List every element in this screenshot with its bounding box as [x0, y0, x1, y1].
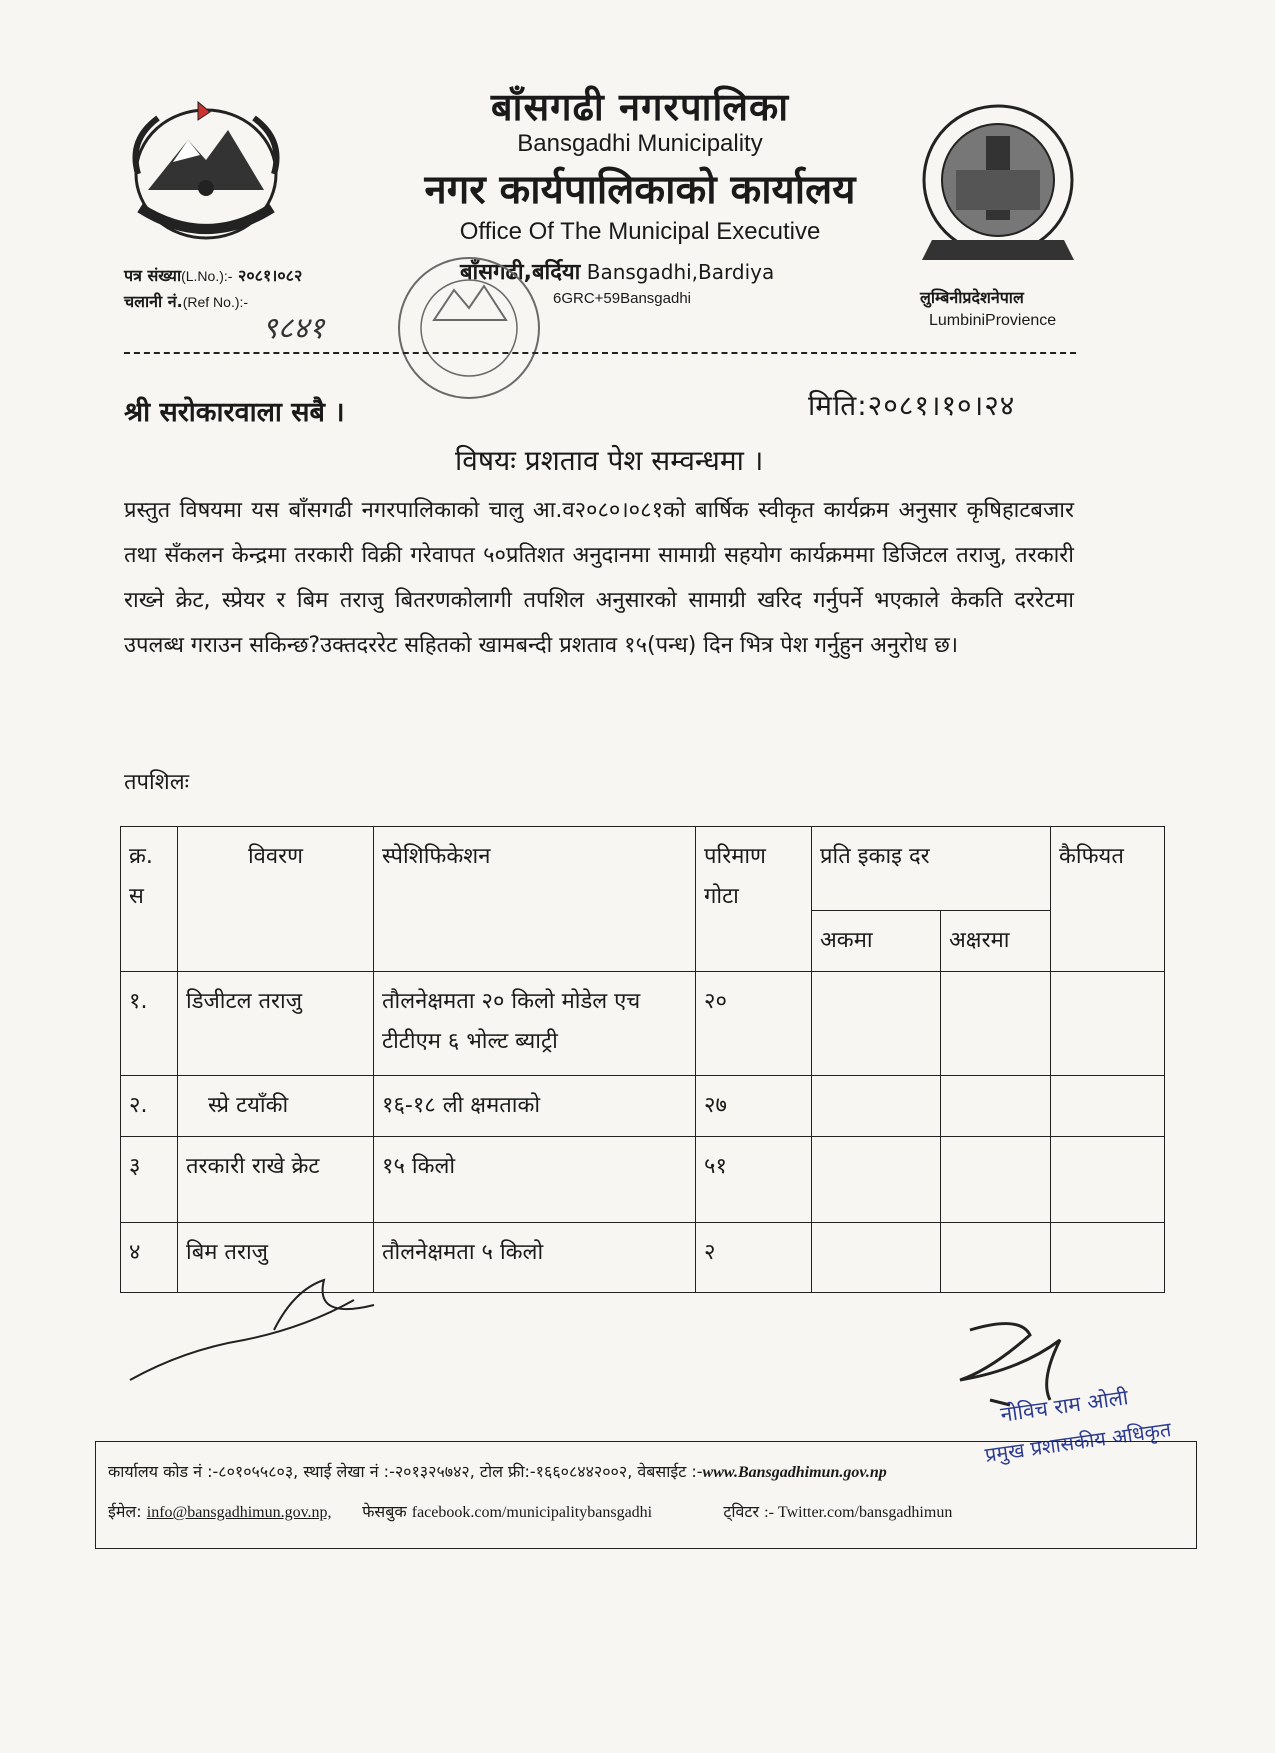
- row-spec: तौलनेक्षमता ५ किलो: [374, 1223, 696, 1293]
- table-row: [121, 1137, 1165, 1223]
- row-qty: २: [696, 1223, 812, 1293]
- header-rate-figures: अकमा: [812, 911, 941, 972]
- letter-footer: [95, 1441, 1197, 1549]
- row-rate-figures: [812, 1076, 941, 1137]
- row-rate-words: [941, 1223, 1051, 1293]
- row-sn: ३: [121, 1137, 178, 1223]
- table-row: [121, 972, 1165, 1076]
- row-item: डिजीटल तराजु: [178, 972, 374, 1076]
- row-rate-words: [941, 972, 1051, 1076]
- ln-value: २०८१।०८२: [238, 266, 303, 285]
- row-item: तरकारी राखे क्रेट: [178, 1137, 374, 1223]
- header-rate: प्रति इकाइ दर: [812, 827, 1051, 911]
- municipality-name-dev: बाँसगढी नगरपालिका: [490, 85, 790, 129]
- ref-number: [124, 290, 248, 312]
- twitter-label: ट्विटर: [723, 1502, 760, 1521]
- row-item: स्प्रे टयाँकी: [178, 1076, 374, 1137]
- row-remarks: [1051, 1137, 1165, 1223]
- row-item: बिम तराजु: [178, 1223, 374, 1293]
- email-label: ईमेल:: [108, 1502, 142, 1521]
- letter-number: [124, 264, 302, 286]
- footer-line-1: [108, 1460, 887, 1482]
- row-rate-words: [941, 1076, 1051, 1137]
- items-table: [120, 826, 1165, 1293]
- row-qty: ५१: [696, 1137, 812, 1223]
- facebook-link[interactable]: facebook.com/municipalitybansgadhi: [411, 1504, 653, 1521]
- header-divider: [124, 352, 1076, 354]
- row-sn: २.: [121, 1076, 178, 1137]
- row-qty: २०: [696, 972, 812, 1076]
- website-link[interactable]: www.Bansgadhimun.gov.np: [702, 1464, 887, 1481]
- header-spec: स्पेशिफिकेशन: [374, 827, 696, 972]
- twitter-link[interactable]: :- Twitter.com/bansgadhimun: [764, 1504, 953, 1521]
- office-stamp-icon: [384, 250, 554, 405]
- header-remarks: कैफियत: [1051, 827, 1165, 972]
- row-sn: १.: [121, 972, 178, 1076]
- header-qty: परिमाण गोटा: [696, 827, 812, 972]
- facebook-label: फेसबुक: [362, 1502, 407, 1521]
- province-name-en: LumbiniProvience: [929, 312, 1057, 329]
- row-rate-figures: [812, 1137, 941, 1223]
- row-spec: १५ किलो: [374, 1137, 696, 1223]
- address-en: Bansgadhi,Bardiya: [586, 260, 775, 284]
- ln-label-en: (L.No.):-: [181, 268, 233, 284]
- details-label: तपशिलः: [124, 770, 190, 795]
- ref-label-en: (Ref No.):-: [182, 294, 249, 310]
- email-link[interactable]: info@bansgadhimun.gov.np,: [146, 1504, 332, 1521]
- signer-title: प्रमुख प्रशासकीय अधिकृत: [983, 1417, 1173, 1467]
- office-name-en: Office Of The Municipal Executive: [459, 218, 821, 245]
- row-remarks: [1051, 1076, 1165, 1137]
- header-item: विवरण: [178, 827, 374, 972]
- plus-code: 6GRC+59Bansgadhi: [553, 290, 692, 307]
- letter-subject: विषयः प्रशताव पेश सम्वन्धमा ।: [455, 444, 764, 477]
- row-qty: २७: [696, 1076, 812, 1137]
- municipality-name-en: Bansgadhi Municipality: [517, 130, 763, 157]
- municipality-logo-icon: [912, 100, 1084, 278]
- footer-codes: कार्यालय कोड नं :-८०१०५५८०३, स्थाई लेखा नं :-२०१३२५७४२, टोल फ्री:-१६६०८४४२००२, वेबसाईट :-: [108, 1462, 703, 1481]
- address-dev: बाँसगढी,बर्दिया: [460, 260, 581, 285]
- row-remarks: [1051, 972, 1165, 1076]
- header-sn: क्र. स: [121, 827, 178, 972]
- letter-date: मिति:२०८१।१०।२४: [808, 389, 1016, 422]
- row-rate-figures: [812, 972, 941, 1076]
- row-rate-figures: [812, 1223, 941, 1293]
- ln-label-dev: पत्र संख्या: [124, 266, 182, 285]
- ref-label-dev: चलानी नं.: [124, 292, 183, 311]
- footer-line-2: [108, 1500, 952, 1522]
- nepal-emblem-icon: [118, 100, 294, 250]
- row-spec: १६-१८ ली क्षमताको: [374, 1076, 696, 1137]
- header-rate-words: अक्षरमा: [941, 911, 1051, 972]
- office-name-dev: नगर कार्यपालिकाको कार्यालय: [424, 167, 856, 213]
- recipient: श्री सरोकारवाला सबै ।: [124, 397, 345, 428]
- row-remarks: [1051, 1223, 1165, 1293]
- row-rate-words: [941, 1137, 1051, 1223]
- ref-number-handwritten: ९८४१: [262, 311, 325, 346]
- row-spec: तौलनेक्षमता २० किलो मोडेल एच टीटीएम ६ भोल्ट ब्याट्री: [374, 972, 696, 1076]
- signer-name: नोविच राम ओली: [998, 1385, 1130, 1427]
- letter-body: प्रस्तुत विषयमा यस बाँसगढी नगरपालिकाको चालु आ.व२०८०।०८१को बार्षिक स्वीकृत कार्यक्रम अनुसार कृषिहाटबजार तथा सँकलन केन्द्रमा तरकारी विक्री गरेवापत ५०प्रतिशत अनुदानमा सामाग्री सहयोग कार्यक्रममा डिजिटल तराजु, तरकारी राख्ने क्रेट, स्प्रेयर र बिम तराजु बितरणकोलागी तपशिल अनुसारको सामाग्री खरिद गर्नुपर्ने भएकाले केकति दररेटमा उपलब्ध गराउन सकिन्छ?उक्तदररेट सहितको खामबन्दी प्रशताव १५(पन्ध) दिन भित्र पेश गर्नुहुन अनुरोध छ।: [124, 498, 1074, 658]
- signature-left: [124, 1260, 384, 1390]
- table-row: [121, 1076, 1165, 1137]
- province-name-dev: लुम्बिनीप्रदेशनेपाल: [920, 288, 1024, 307]
- row-sn: ४: [121, 1223, 178, 1293]
